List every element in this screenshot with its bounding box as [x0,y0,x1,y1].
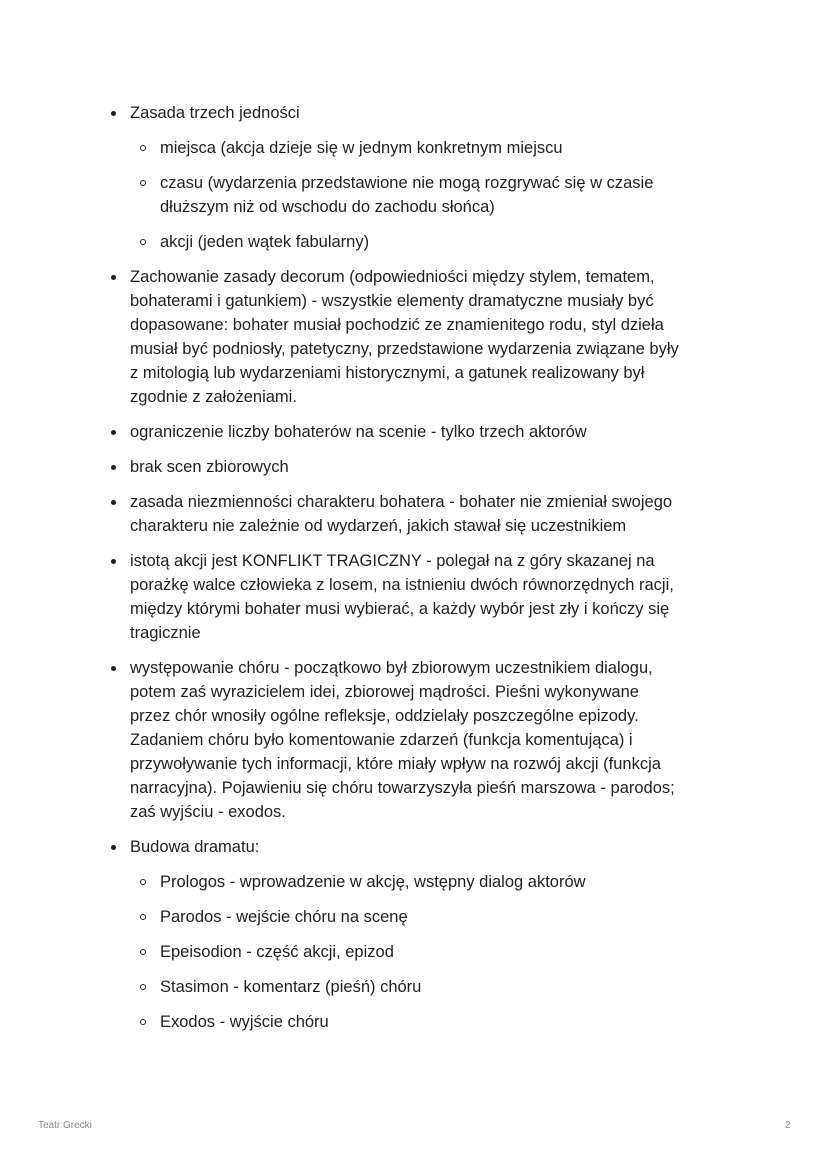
list-item [0,835,828,1034]
list-item-text: zaś wyjściu - exodos. [130,803,286,821]
footer-title: Teatr Grecki [38,1120,92,1131]
bullet-dot-icon [111,430,116,435]
list-item-text: miejsca (akcja dzieje się w jednym konkretnym miejscu [160,139,563,157]
list-item-text: Prologos - wprowadzenie w akcję, wstępny dialog aktorów [160,873,586,891]
bullet-dot-icon [111,500,116,505]
bullet-circle-icon [140,949,146,955]
list-item-text: zgodnie z założeniami. [130,388,297,406]
bullet-circle-icon [140,145,146,151]
list-item [0,870,828,894]
list-item-text: Exodos - wyjście chóru [160,1013,329,1031]
bullet-dot-icon [111,275,116,280]
bullet-circle-icon [140,1019,146,1025]
list-item [0,975,828,999]
list-item-text: Parodos - wejście chóru na scenę [160,908,408,926]
list-item-text: Zadaniem chóru było komentowanie zdarzeń (funkcja komentująca) i [130,731,633,749]
list-item-text: przez chór wnosiły ogólne refleksje, oddzielały poszczególne epizody. [130,707,639,725]
list-item-text: z mitologią lub wydarzeniami historycznymi, a gatunek realizowany był [130,364,645,382]
list-item-text: zasada niezmienności charakteru bohatera - bohater nie zmieniał swojego [130,493,673,511]
list-item [0,549,828,645]
list-item-text: ograniczenie liczby bohaterów na scenie - tylko trzech aktorów [130,423,587,441]
bullet-dot-icon [111,111,116,116]
list-item [0,1010,828,1034]
list-item [0,490,828,538]
list-item-text: brak scen zbiorowych [130,458,289,476]
list-item-text: Zachowanie zasady decorum (odpowiedniości między stylem, tematem, [130,268,655,286]
list-item-text: narracyjna). Pojawieniu się chóru towarzyszyła pieśń marszowa - parodos; [130,779,675,797]
list-item-text: musiał być podniosły, patetyczny, przedstawione wydarzenia związane były [130,340,679,358]
document-body [0,101,828,1045]
list-item-text: istotą akcji jest KONFLIKT TRAGICZNY - polegał na z góry skazanej na [130,552,655,570]
list-item [0,905,828,929]
bullet-circle-icon [140,879,146,885]
list-item [0,136,828,160]
list-item-text: Zasada trzech jedności [130,104,300,122]
bullet-circle-icon [140,914,146,920]
sub-bullet-list [0,136,828,254]
list-item-text: czasu (wydarzenia przedstawione nie mogą rozgrywać się w czasie [160,174,654,192]
bullet-circle-icon [140,180,146,186]
sub-bullet-list [0,870,828,1034]
bullet-dot-icon [111,845,116,850]
list-item [0,940,828,964]
list-item [0,265,828,409]
list-item-text: Epeisodion - część akcji, epizod [160,943,394,961]
bullet-list [0,101,828,1034]
list-item-text: występowanie chóru - początkowo był zbiorowym uczestnikiem dialogu, [130,659,653,677]
list-item-text: Budowa dramatu: [130,838,260,856]
bullet-dot-icon [111,666,116,671]
list-item-text: między którymi bohater musi wybierać, a każdy wybór jest zły i kończy się [130,600,670,618]
list-item-text: porażkę walce człowieka z losem, na istnieniu dwóch równorzędnych racji, [130,576,674,594]
list-item-text: tragicznie [130,624,201,642]
list-item [0,420,828,444]
list-item-text: akcji (jeden wątek fabularny) [160,233,370,251]
list-item-text: potem zaś wyrazicielem idei, zbiorowej mądrości. Pieśni wykonywane [130,683,639,701]
list-item-text: bohaterami i gatunkiem) - wszystkie elementy dramatyczne musiały być [130,292,654,310]
list-item-text: charakteru nie zależnie od wydarzeń, jakich stawał się uczestnikiem [130,517,627,535]
bullet-circle-icon [140,984,146,990]
list-item-text: Stasimon - komentarz (pieśń) chóru [160,978,422,996]
list-item-text: przywoływanie tych informacji, które miały wpływ na rozwój akcji (funkcja [130,755,661,773]
list-item [0,101,828,254]
list-item-text: dopasowane: bohater musiał pochodzić ze znamienitego rodu, styl dzieła [130,316,664,334]
bullet-circle-icon [140,239,146,245]
page-number: 2 [785,1120,791,1131]
list-item [0,171,828,219]
bullet-dot-icon [111,559,116,564]
list-item [0,455,828,479]
list-item [0,656,828,824]
list-item-text: dłuższym niż od wschodu do zachodu słońca) [160,198,495,216]
list-item [0,230,828,254]
bullet-dot-icon [111,465,116,470]
